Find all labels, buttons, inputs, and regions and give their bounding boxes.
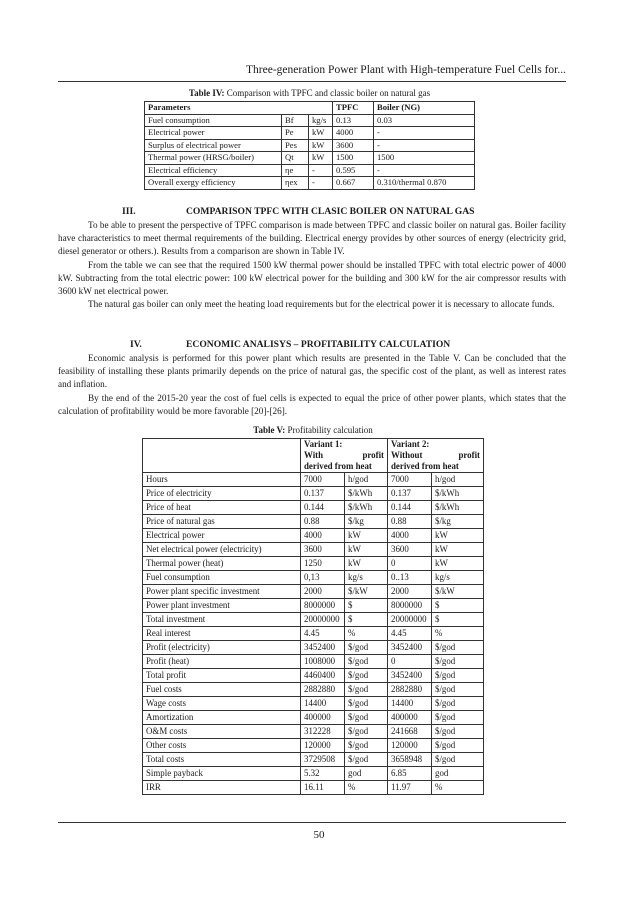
table5-row (143, 753, 484, 767)
table4-cell: 0.667 (333, 177, 374, 190)
table5-cell: 1008000 (301, 655, 345, 669)
table4-caption (144, 88, 475, 98)
table5-row (143, 557, 484, 571)
table5-row (143, 515, 484, 529)
table5-row (143, 613, 484, 627)
table5-cell: 0.88 (301, 515, 345, 529)
variant1-sub-right: profit (362, 450, 384, 460)
table5-cell: 3452400 (388, 641, 432, 655)
table5-cell: 7000 (388, 473, 432, 487)
table5-cell: $/kg (345, 515, 388, 529)
table4-cell: Thermal power (HRSG/boiler) (145, 152, 282, 165)
table4-cell: Pe (282, 127, 309, 140)
table5-cell: % (432, 627, 484, 641)
table5-cell: 8000000 (301, 599, 345, 613)
table4-cell: 1500 (333, 152, 374, 165)
table5-cell: Price of natural gas (143, 515, 301, 529)
table5-cell: 16.11 (301, 781, 345, 795)
table5-cell: 3452400 (388, 669, 432, 683)
running-header: Three-generation Power Plant with High-temperature Fuel Cells for... (246, 64, 566, 76)
table5-cell: 11.97 (388, 781, 432, 795)
table5-cell: 14400 (301, 697, 345, 711)
footer-rule (58, 822, 566, 823)
table4-row (145, 152, 475, 165)
table5-cell: 0.144 (301, 501, 345, 515)
section4-number: IV. (130, 339, 142, 350)
table5-cell: $/kW (432, 585, 484, 599)
table5-cell: 0.137 (388, 487, 432, 501)
table5-cell: 20000000 (388, 613, 432, 627)
table4-row (145, 177, 475, 190)
table5-cell: $ (345, 613, 388, 627)
table5-cell: Other costs (143, 739, 301, 753)
table5-cell: 4000 (388, 529, 432, 543)
table5-cell: 4000 (301, 529, 345, 543)
table5-cell: Real interest (143, 627, 301, 641)
table5-caption (142, 425, 484, 435)
section4-title: ECONOMIC ANALISYS – PROFITABILITY CALCULATION (186, 339, 451, 350)
table5-cell: kW (345, 543, 388, 557)
table5-cell: 0 (388, 557, 432, 571)
table5-cell: 0,13 (301, 571, 345, 585)
table5-cell: Profit (heat) (143, 655, 301, 669)
table5-cell: $/god (345, 655, 388, 669)
table5-cell: $/god (345, 683, 388, 697)
table5-cell: Total profit (143, 669, 301, 683)
table4-cell: Electrical efficiency (145, 164, 282, 177)
table5-cell: $ (432, 599, 484, 613)
table5-cell: Power plant specific investment (143, 585, 301, 599)
table5-cell: $/kWh (345, 501, 388, 515)
table5-cell: Net electrical power (electricity) (143, 543, 301, 557)
table4-cell: Qt (282, 152, 309, 165)
table4-cell: 1500 (374, 152, 475, 165)
table5-cell: kW (432, 543, 484, 557)
table5-cell: % (345, 627, 388, 641)
table5-cell: $ (345, 599, 388, 613)
table4-header-row (145, 102, 475, 115)
variant2-sub2: derived from heat (391, 461, 459, 471)
variant1-subtitle (304, 450, 384, 461)
table5-cell: O&M costs (143, 725, 301, 739)
table4-header-cell: TPFC (333, 102, 374, 115)
table5-cell: 7000 (301, 473, 345, 487)
table4-cell: ηex (282, 177, 309, 190)
table4-cell: - (309, 177, 333, 190)
table5-cell: 14400 (388, 697, 432, 711)
table5-cell: 3600 (301, 543, 345, 557)
table4-caption-text: Comparison with TPFC and classic boiler on natural gas (226, 88, 431, 98)
table5-cell: god (432, 767, 484, 781)
table5-row (143, 543, 484, 557)
table5-caption-text: Profitability calculation (287, 425, 373, 435)
variant1-sub-left: With (304, 450, 324, 460)
variant1-title: Variant 1: (304, 439, 343, 449)
table5-cell: 3729508 (301, 753, 345, 767)
table4-header-cell: Boiler (NG) (374, 102, 475, 115)
table5-cell: 6.85 (388, 767, 432, 781)
table5-cell: $/god (345, 753, 388, 767)
table5-cell: 3600 (388, 543, 432, 557)
table5-cell: kg/s (345, 571, 388, 585)
table5-row (143, 487, 484, 501)
table5-cell: $/god (432, 725, 484, 739)
table5-cell: $ (432, 613, 484, 627)
table5-cell: Thermal power (heat) (143, 557, 301, 571)
table5-cell: $/god (432, 739, 484, 753)
section4-paragraph: By the end of the 2015-20 year the cost of fuel cells is expected to equal the price of other power plants, which states that the calculation of profitability would be more favorable [20]-[26]. (58, 392, 566, 416)
table5-cell: $/god (432, 711, 484, 725)
table5-profitability (142, 438, 484, 795)
table5-cell: 0..13 (388, 571, 432, 585)
table5-cell: Power plant investment (143, 599, 301, 613)
table5-cell: 4.45 (388, 627, 432, 641)
section3-body (58, 219, 566, 311)
table4-header-cell: Parameters (145, 102, 333, 115)
table5-cell: $/god (345, 711, 388, 725)
table4-cell: 0.03 (374, 114, 475, 127)
table4-cell: kg/s (309, 114, 333, 127)
table5-cell: god (345, 767, 388, 781)
table5-cell: 400000 (388, 711, 432, 725)
table5-cell: Amortization (143, 711, 301, 725)
table5-cell: $/kWh (432, 487, 484, 501)
table5-cell: % (345, 781, 388, 795)
table5-cell: $/god (432, 683, 484, 697)
table5-cell: Wage costs (143, 697, 301, 711)
table5-cell: 4460400 (301, 669, 345, 683)
section3-paragraph: From the table we can see that the required 1500 kW thermal power should be installed TPFC with total electric power of 4000 kW. Subtracting from the total electric power: 100 kW electrical power for the building and 300 kW for the air compressor results with 3600 kW net electrical power. (58, 259, 566, 297)
table4-cell: Pes (282, 139, 309, 152)
table5-row (143, 697, 484, 711)
table5-row (143, 585, 484, 599)
table5-cell: kW (432, 529, 484, 543)
table4-row (145, 164, 475, 177)
header-rule (58, 81, 566, 82)
table5-cell: Total investment (143, 613, 301, 627)
section3-title: COMPARISON TPFC WITH CLASIC BOILER ON NATURAL GAS (186, 206, 475, 217)
variant1-sub2: derived from heat (304, 461, 372, 471)
table5-variant1-header (301, 439, 388, 473)
table5-cell: 0.144 (388, 501, 432, 515)
table5-cell: 2882880 (388, 683, 432, 697)
table5-row (143, 571, 484, 585)
table4-cell: kW (309, 127, 333, 140)
table5-cell: kW (432, 557, 484, 571)
variant2-subtitle (391, 450, 480, 461)
table4-comparison (144, 101, 475, 190)
table5-cell: $/kWh (432, 501, 484, 515)
table5-header-row (143, 439, 484, 473)
table5-cell: 3658948 (388, 753, 432, 767)
table4-cell: kW (309, 139, 333, 152)
table5-cell: h/god (432, 473, 484, 487)
table5-cell: $/kW (345, 585, 388, 599)
table5-cell: h/god (345, 473, 388, 487)
variant2-sub-right: profit (458, 450, 480, 460)
table5-cell: Price of electricity (143, 487, 301, 501)
table4-cell: - (374, 139, 475, 152)
table5-cell: Total costs (143, 753, 301, 767)
table4-cell: Fuel consumption (145, 114, 282, 127)
table5-cell: 2000 (301, 585, 345, 599)
table5-cell: $/god (432, 753, 484, 767)
table5-cell: 2000 (388, 585, 432, 599)
variant2-sub-left: Without (391, 450, 423, 460)
table5-header-empty (143, 439, 301, 473)
table5-cell: 120000 (388, 739, 432, 753)
table5-cell: 0.88 (388, 515, 432, 529)
table5-cell: $/god (432, 669, 484, 683)
table5-cell: Profit (electricity) (143, 641, 301, 655)
section4-body (58, 352, 566, 418)
table5-cell: 8000000 (388, 599, 432, 613)
table4-cell: Electrical power (145, 127, 282, 140)
table4-row (145, 127, 475, 140)
table5-row (143, 725, 484, 739)
table5-row (143, 627, 484, 641)
section4-paragraph: Economic analysis is performed for this power plant which results are presented in the Table V. Can be concluded that the feasibility of installing these plants primarily depends on the price of natural gas, the specific cost of the plant, as well as interest rates and inflation. (58, 353, 566, 390)
table5-cell: $/kWh (345, 487, 388, 501)
table5-cell: Fuel costs (143, 683, 301, 697)
table5-cell: 0.137 (301, 487, 345, 501)
table5-cell: 3452400 (301, 641, 345, 655)
table5-cell: 0 (388, 655, 432, 669)
table5-cell: kW (345, 529, 388, 543)
table5-cell: 20000000 (301, 613, 345, 627)
table4-cell: Overall exergy efficiency (145, 177, 282, 190)
table5-cell: $/god (345, 669, 388, 683)
table5-cell: Hours (143, 473, 301, 487)
table5-cell: $/kg (432, 515, 484, 529)
table5-row (143, 739, 484, 753)
table4-cell: - (309, 164, 333, 177)
table5-cell: $/god (345, 725, 388, 739)
table5-row (143, 781, 484, 795)
table5-row (143, 683, 484, 697)
table4-cell: Surplus of electrical power (145, 139, 282, 152)
table4-row (145, 114, 475, 127)
table5-row (143, 655, 484, 669)
table5-cell: 120000 (301, 739, 345, 753)
table5-cell: kg/s (432, 571, 484, 585)
table5-variant2-header (388, 439, 484, 473)
table4-cell: - (374, 127, 475, 140)
table5-cell: % (432, 781, 484, 795)
table5-cell: $/god (345, 739, 388, 753)
table5-row (143, 599, 484, 613)
table4-cell: - (374, 164, 475, 177)
variant2-title: Variant 2: (391, 439, 430, 449)
table4-cell: 0.595 (333, 164, 374, 177)
table4-cell: Bf (282, 114, 309, 127)
table5-cell: $/god (345, 641, 388, 655)
table5-cell: Electrical power (143, 529, 301, 543)
table5-cell: $/god (432, 697, 484, 711)
table5-cell: 4.45 (301, 627, 345, 641)
table4-caption-label: Table IV: (188, 88, 225, 98)
table5-cell: Price of heat (143, 501, 301, 515)
table5-cell: IRR (143, 781, 301, 795)
table5-row (143, 501, 484, 515)
section3-paragraph: The natural gas boiler can only meet the heating load requirements but for the electrical power it is necessary to allocate funds. (88, 299, 555, 310)
table4-row (145, 139, 475, 152)
table5-cell: $/god (432, 655, 484, 669)
table5-row (143, 767, 484, 781)
table5-cell: 1250 (301, 557, 345, 571)
table5-cell: 312228 (301, 725, 345, 739)
table4-cell: 4000 (333, 127, 374, 140)
table4-cell: kW (309, 152, 333, 165)
page-number: 50 (313, 829, 325, 841)
table5-row (143, 669, 484, 683)
table4-cell: 3600 (333, 139, 374, 152)
table5-cell: 241668 (388, 725, 432, 739)
table5-cell: 5.32 (301, 767, 345, 781)
table5-caption-label: Table V: (253, 425, 286, 435)
table5-row (143, 473, 484, 487)
table4-cell: 0.13 (333, 114, 374, 127)
table4-cell: 0.310/thermal 0.870 (374, 177, 475, 190)
table4-cell: ηe (282, 164, 309, 177)
table5-row (143, 711, 484, 725)
section3-paragraph: To be able to present the perspective of TPFC comparison is made between TPFC and classic boiler on natural gas. Boiler facility have characteristics to meet thermal requirements of the building. Electrical energy provides by other sources of energy (electricity grid, diesel generator or others.). Results from a comparison are shown in Table IV. (58, 220, 566, 257)
section3-number: III. (122, 206, 136, 217)
table5-cell: kW (345, 557, 388, 571)
table5-cell: 2882880 (301, 683, 345, 697)
table5-cell: 400000 (301, 711, 345, 725)
table5-cell: Fuel consumption (143, 571, 301, 585)
table5-row (143, 529, 484, 543)
table5-row (143, 641, 484, 655)
table5-cell: $/god (345, 697, 388, 711)
table5-cell: $/god (432, 641, 484, 655)
table5-cell: Simple payback (143, 767, 301, 781)
